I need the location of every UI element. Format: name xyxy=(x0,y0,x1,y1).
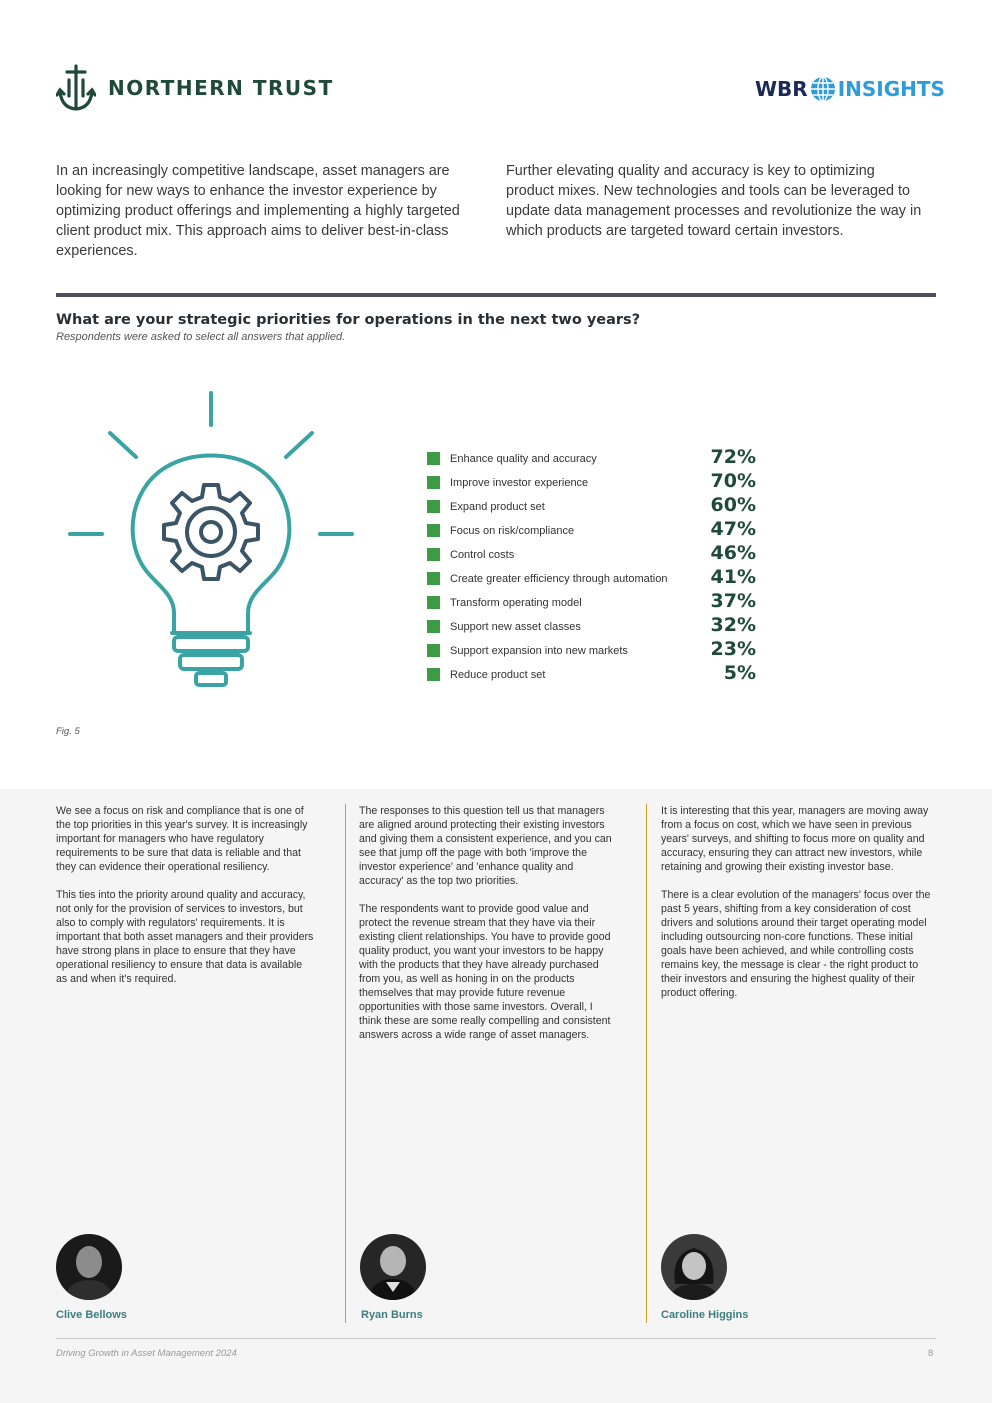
priority-label: Focus on risk/compliance xyxy=(450,525,575,537)
priority-percent: 70% xyxy=(710,470,756,492)
footer-divider xyxy=(56,1338,936,1339)
person-name: Caroline Higgins xyxy=(661,1309,749,1321)
commentary-column-2 xyxy=(359,804,617,1056)
commentary-column-1 xyxy=(56,804,314,1000)
commentary-paragraph: It is interesting that this year, managers are moving away from a focus on cost, which we have seen in previous years' surveys, and shifting to focus more on quality and accuracy, ensuring they can attract new investors, while retaining and growing their existing investor base. xyxy=(661,805,929,873)
priority-label: Transform operating model xyxy=(450,597,582,609)
insights-wordmark: INSIGHTS xyxy=(837,77,945,101)
question-subtitle: Respondents were asked to select all answers that applied. xyxy=(56,331,346,343)
priority-row xyxy=(427,518,767,542)
column-divider xyxy=(646,804,647,1323)
priority-percent: 46% xyxy=(710,542,756,564)
section-divider xyxy=(56,293,936,297)
figure-label: Fig. 5 xyxy=(56,726,80,737)
priority-row xyxy=(427,446,767,470)
wbr-wordmark: WBR xyxy=(755,77,808,101)
avatar xyxy=(56,1234,122,1300)
priority-label: Control costs xyxy=(450,549,515,561)
priority-label: Support new asset classes xyxy=(450,621,581,633)
person-photo-icon xyxy=(56,1234,122,1300)
question-title: What are your strategic priorities for operations in the next two years? xyxy=(56,312,641,328)
priority-label: Expand product set xyxy=(450,501,545,513)
priority-row xyxy=(427,494,767,518)
legend-swatch xyxy=(427,620,440,633)
commentary-column-3 xyxy=(661,804,937,1014)
anchor-logo-icon xyxy=(56,62,96,114)
page-number: 8 xyxy=(928,1348,934,1359)
legend-swatch xyxy=(427,452,440,465)
legend-swatch xyxy=(427,476,440,489)
northern-trust-wordmark: NORTHERN TRUST xyxy=(108,76,334,100)
avatar xyxy=(360,1234,426,1300)
priority-label: Create greater efficiency through automation xyxy=(450,573,668,585)
person-name: Clive Bellows xyxy=(56,1309,127,1321)
priority-row xyxy=(427,614,767,638)
intro-paragraph-left: In an increasingly competitive landscape, asset managers are looking for new ways to enhance the investor experience by optimizing product offerings and implementing a highly targeted client product mix. This approach aims to deliver best-in-class experiences. xyxy=(56,163,460,259)
avatar xyxy=(661,1234,727,1300)
priority-percent: 23% xyxy=(710,638,756,660)
legend-swatch xyxy=(427,500,440,513)
legend-swatch xyxy=(427,644,440,657)
priority-label: Enhance quality and accuracy xyxy=(450,453,597,465)
intro-paragraph-right: Further elevating quality and accuracy is key to optimizing product mixes. New technologies and tools can be leveraged to update data management processes and revolutionize the way in which products are targeted toward certain investors. xyxy=(506,163,922,239)
priority-row xyxy=(427,566,767,590)
person-photo-icon xyxy=(661,1234,727,1300)
lightbulb-gear-icon xyxy=(56,385,366,695)
northern-trust-logo xyxy=(56,62,334,114)
priority-row xyxy=(427,470,767,494)
priority-row xyxy=(427,590,767,614)
legend-swatch xyxy=(427,524,440,537)
priority-percent: 41% xyxy=(710,566,756,588)
priority-label: Support expansion into new markets xyxy=(450,645,628,657)
priority-percent: 60% xyxy=(710,494,756,516)
commentary-paragraph: This ties into the priority around quality and accuracy, not only for the provision of services to investors, but also to comply with regulators' requirements. It is important that both asset managers and their providers have strong plans in place to ensure that they have operational resiliency to ensure that data is available as and when it's required. xyxy=(56,889,314,985)
priorities-list xyxy=(427,446,767,686)
person-name: Ryan Burns xyxy=(361,1309,423,1321)
commentary-paragraph: There is a clear evolution of the managers' focus over the past 5 years, shifting from a key consideration of cost drivers and solutions around their target operating model including outsourcing non-core functions. These initial goals have been achieved, and while controlling costs remains key, the message is clear - the right product to their investors and ensuring the highest quality of their product offering. xyxy=(661,889,931,999)
column-divider xyxy=(345,804,346,1323)
legend-swatch xyxy=(427,668,440,681)
priority-label: Reduce product set xyxy=(450,669,546,681)
commentary-paragraph: The respondents want to provide good value and protect the revenue stream that they have via their existing client relationships. You have to provide good quality product, you want your investors to be happy with the products that they have already purchased from you, as well as honing in on the products themselves that may provide future revenue opportunities with those same investors. Overall, I think these are some really compelling and consistent answers across a wide range of asset managers. xyxy=(359,903,611,1041)
priority-row xyxy=(427,638,767,662)
priority-percent: 72% xyxy=(710,446,756,468)
footer-publication-title: Driving Growth in Asset Management 2024 xyxy=(56,1348,237,1359)
commentary-paragraph: We see a focus on risk and compliance that is one of the top priorities in this year's survey. It is increasingly important for managers who have regulatory requirements to be sure that data is reliable and that they can evidence their operational resiliency. xyxy=(56,805,308,873)
priority-percent: 47% xyxy=(710,518,756,540)
legend-swatch xyxy=(427,572,440,585)
globe-icon xyxy=(809,75,837,103)
priority-percent: 32% xyxy=(710,614,756,636)
priority-row xyxy=(427,542,767,566)
person-photo-icon xyxy=(360,1234,426,1300)
commentary-paragraph: The responses to this question tell us that managers are aligned around protecting their existing investors and giving them a consistent experience, and you can see that jump off the page with both 'improve the investor experience' and 'enhance quality and accuracy' as the top two priorities. xyxy=(359,805,612,887)
wbr-insights-logo xyxy=(755,74,945,104)
priority-row xyxy=(427,662,767,686)
legend-swatch xyxy=(427,548,440,561)
priority-label: Improve investor experience xyxy=(450,477,589,489)
legend-swatch xyxy=(427,596,440,609)
priority-percent: 37% xyxy=(710,590,756,612)
priority-percent: 5% xyxy=(723,662,756,684)
